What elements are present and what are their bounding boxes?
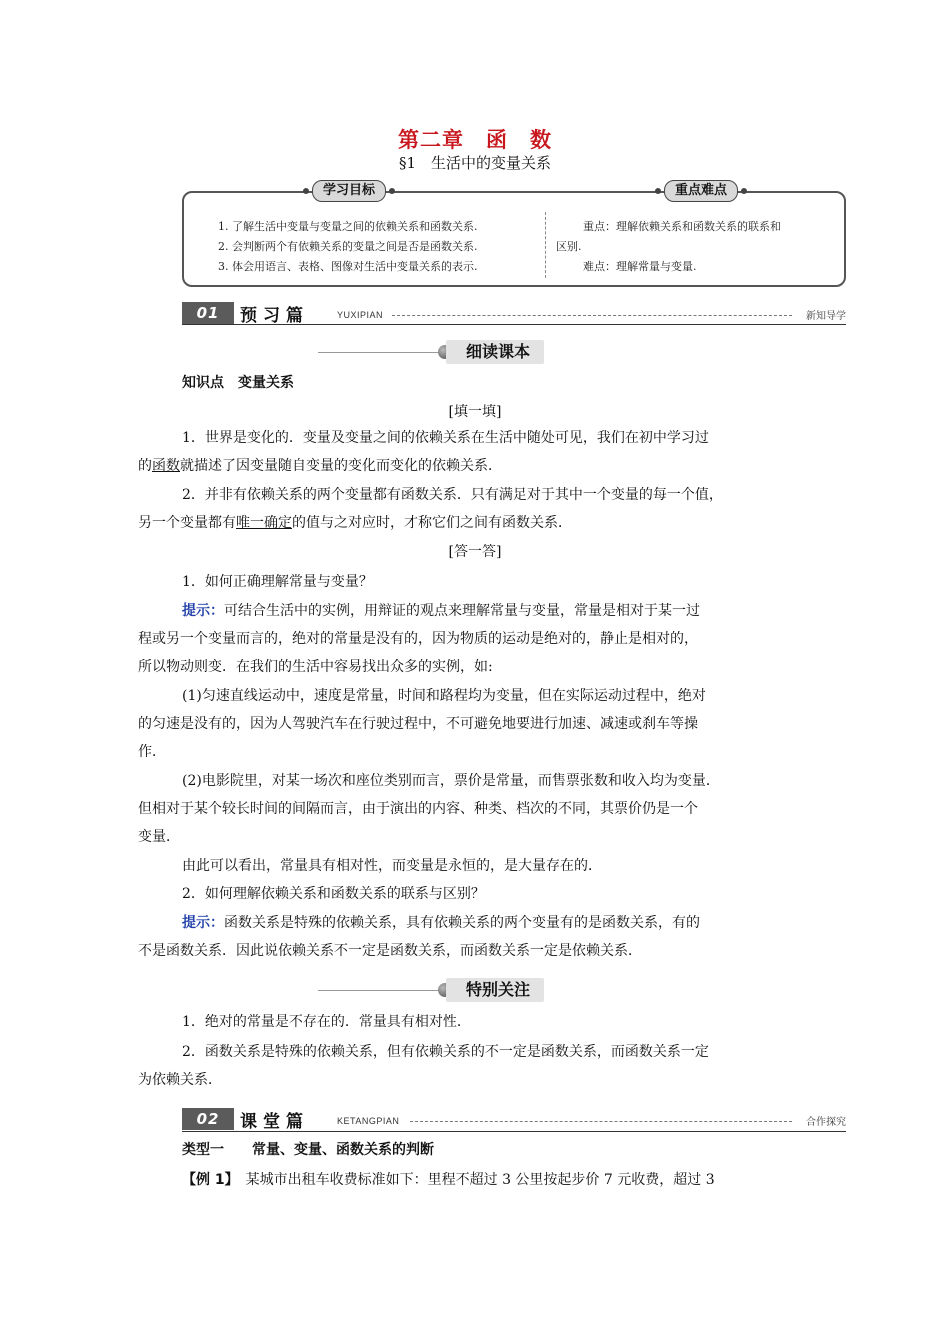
hint-label: 提示： [182,915,224,931]
paragraph-line: 但相对于某个较长时间的间隔而言，由于演出的内容、种类、档次的不同，其票价仍是一个 [138,801,698,817]
paragraph-line: 2．并非有依赖关系的两个变量都有函数关系．只有满足对于其中一个变量的每一个值， [182,487,723,503]
paragraph-line: 所以物动则变．在我们的生活中容易找出众多的实例，如: [138,659,493,675]
pill-rule [318,990,456,991]
paragraph-line: 1．世界是变化的．变量及变量之间的依赖关系在生活中随处可见，我们在初中学习过 [182,430,709,446]
paragraph-line: 的匀速是没有的，因为人驾驶汽车在行驶过程中，不可避免地要进行加速、减速或刹车等操 [138,716,698,732]
type-heading: 类型一 常量、变量、函数关系的判断 [182,1142,434,1158]
read-textbook-heading: 细读课本 [446,340,544,364]
question-line: 2．如何理解依赖关系和函数关系的联系与区别？ [182,886,485,902]
paragraph-line: 的函数就描述了因变量随自变量的变化而变化的依赖关系． [138,458,502,474]
section-band-title: 预习篇 [240,306,309,326]
paragraph-line: 由此可以看出，常量具有相对性，而变量是永恒的，是大量存在的． [182,858,602,874]
section-band-tag: 合作探究 [806,1117,846,1128]
special-attention-heading: 特别关注 [446,978,544,1002]
paragraph-line: (2)电影院里，对某一场次和座位类别而言，票价是常量，而售票张数和收入均为变量． [182,773,720,789]
paragraph-line: 作． [138,744,166,760]
goal-item: 3. 体会用语言、表格、图像对生活中变量关系的表示. [218,260,478,273]
knowledge-heading: 知识点 变量关系 [182,375,294,391]
hint-label: 提示： [182,603,224,619]
band-rule [182,324,846,325]
section-number-badge: 02 [182,1108,234,1130]
classroom-section-band [182,1108,846,1130]
paragraph-line: 程或另一个变量而言的，绝对的常量是没有的，因为物质的运动是绝对的，静止是相对的， [138,631,698,647]
key-points-label: 重点难点 [664,180,738,202]
paragraph-line: 另一个变量都有唯一确定的值与之对应时，才称它们之间有函数关系． [138,515,572,531]
paragraph-line: 变量． [138,829,180,845]
preview-section-band [182,302,846,324]
example-label: 【例 1】 [182,1172,232,1188]
chapter-title: 第二章 函 数 [398,128,552,152]
paragraph-line: 提示：可结合生活中的实例，用辩证的观点来理解常量与变量，常量是相对于某一过 [182,603,700,619]
section-title: §1 生活中的变量关系 [398,154,552,172]
section-band-title: 课堂篇 [240,1112,309,1132]
answer-heading: [答一答] [448,544,502,560]
underlined-term: 唯一确定 [236,515,292,531]
paragraph-line: 不是函数关系．因此说依赖关系不一定是函数关系，而函数关系一定是依赖关系． [138,943,642,959]
band-dashed-line [410,1121,792,1122]
learning-goals-label: 学习目标 [312,180,386,202]
paragraph-line: (1)匀速直线运动中，速度是常量，时间和路程均为变量，但在实际运动过程中，绝对 [182,688,706,704]
band-rule [182,1131,846,1132]
paragraph-line: 1．绝对的常量是不存在的．常量具有相对性． [182,1014,471,1030]
pill-rule [318,352,456,353]
paragraph-line: 提示：函数关系是特殊的依赖关系，具有依赖关系的两个变量有的是函数关系，有的 [182,915,700,931]
fill-heading: [填一填] [448,404,502,420]
paragraph-line: 2．函数关系是特殊的依赖关系，但有依赖关系的不一定是函数关系，而函数关系一定 [182,1044,709,1060]
band-dashed-line [392,315,792,316]
goal-item: 1. 了解生活中变量与变量之间的依赖关系和函数关系. [218,220,478,233]
goal-item: 2. 会判断两个有依赖关系的变量之间是否是函数关系. [218,240,478,253]
key-point-line: 难点：理解常量与变量. [583,260,697,273]
example-line: 【例 1】 某城市出租车收费标准如下：里程不超过 3 公里按起步价 7 元收费，超过 3 [182,1172,715,1188]
key-point-line: 区别. [556,240,582,253]
section-band-pinyin: KETANGPIAN [337,1116,400,1126]
underlined-term: 函数 [152,458,180,474]
key-point-line: 重点：理解依赖关系和函数关系的联系和 [583,220,781,233]
goals-divider [545,212,546,278]
question-line: 1．如何正确理解常量与变量？ [182,574,373,590]
section-number-badge: 01 [182,302,234,324]
section-band-tag: 新知导学 [806,311,846,322]
paragraph-line: 为依赖关系． [138,1072,222,1088]
section-band-pinyin: YUXIPIAN [337,310,384,320]
